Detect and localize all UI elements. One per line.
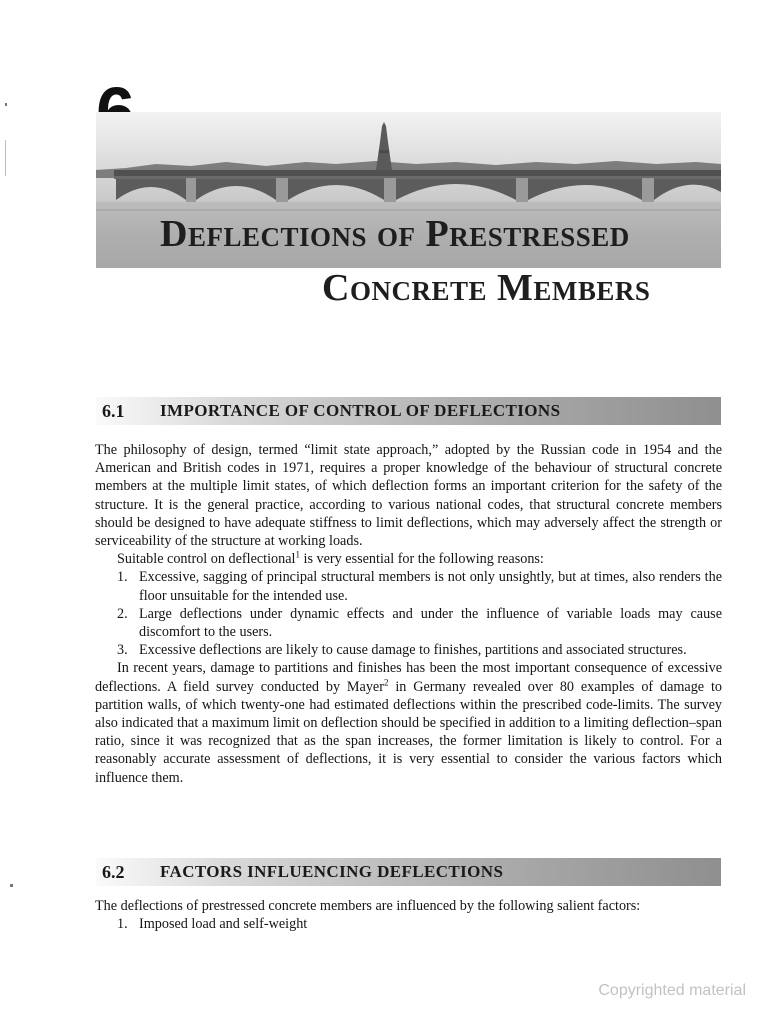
list-text: Imposed load and self-weight: [139, 916, 308, 933]
section-heading-6-1: [96, 397, 721, 425]
paragraph-text: In recent years, damage to partitions and finishes has been the most important consequence of excessive deflections. A field survey conducted by Mayer: [95, 660, 722, 695]
list-item: [95, 915, 722, 933]
footnote-ref: 2: [383, 676, 389, 687]
list-item: [95, 641, 722, 659]
list-number: 2.: [117, 605, 128, 622]
section-6-1-body: [95, 441, 722, 787]
list-item: [95, 605, 722, 641]
paragraph: [95, 659, 722, 786]
list-text: Large deflections under dynamic effects and under the influence of variable loads may cause discomfort to the users.: [139, 605, 722, 641]
reasons-list: [95, 568, 722, 659]
section-title: FACTORS INFLUENCING DEFLECTIONS: [160, 862, 504, 881]
paragraph: The deflections of prestressed concrete members are influenced by the following salient factors:: [95, 898, 641, 914]
factors-list: [95, 915, 722, 933]
section-title: IMPORTANCE OF CONTROL OF DEFLECTIONS: [160, 401, 561, 420]
paragraph-text: is very essential for the following reasons:: [299, 551, 544, 568]
chapter-title-line-2: Concrete Members: [322, 267, 651, 309]
paragraph-text: in Germany revealed over 80 examples of damage to partition walls, of which twenty-one had estimated deflections within the prescribed code-limits. The survey also indicated that a maximum limit on deflection should be specified in addition to a limiting deflection–span ratio, since it was recognized that as the span increases, the former limitation is likely to control. For a reasonably accurate assessment of deflections, it is very essential to consider the various factors which influence them.: [95, 678, 723, 786]
paragraph: The philosophy of design, termed “limit state approach,” adopted by the Russian code in 1954 and the American and British codes in 1971, requires a proper knowledge of the behaviour of structural concrete members at the multiple limit states, of which deflection forms an important criterion for the safety of the structure. It is the general practice, according to various national codes, that structural concrete members should be designed to have adequate stiffness to limit deflections, which may adversely affect the strength or serviceability of the structure at working loads.: [95, 442, 722, 550]
section-number: 6.2: [102, 862, 125, 882]
paragraph: [95, 550, 722, 568]
chapter-title-line-1: Deflections of Prestressed: [160, 213, 630, 255]
section-6-2-body: [95, 897, 722, 933]
scan-speck: [5, 103, 7, 106]
list-text: Excessive, sagging of principal structural members is not only unsightly, but at times, also renders the floor unsuitable for the intended use.: [139, 569, 722, 604]
list-number: 3.: [117, 642, 128, 659]
list-text: Excessive deflections are likely to cause damage to finishes, partitions and associated structures.: [139, 642, 687, 659]
paragraph-text: Suitable control on deflectional: [117, 551, 296, 568]
section-number: 6.1: [102, 401, 125, 421]
list-item: [95, 568, 722, 604]
list-number: 1.: [117, 569, 128, 586]
copyright-watermark: Copyrighted material: [598, 982, 746, 999]
section-heading-6-2: [96, 858, 721, 886]
scan-line: [5, 140, 6, 176]
scan-speck: [10, 884, 13, 887]
footnote-ref: 1: [295, 549, 300, 560]
list-number: 1.: [117, 916, 128, 933]
